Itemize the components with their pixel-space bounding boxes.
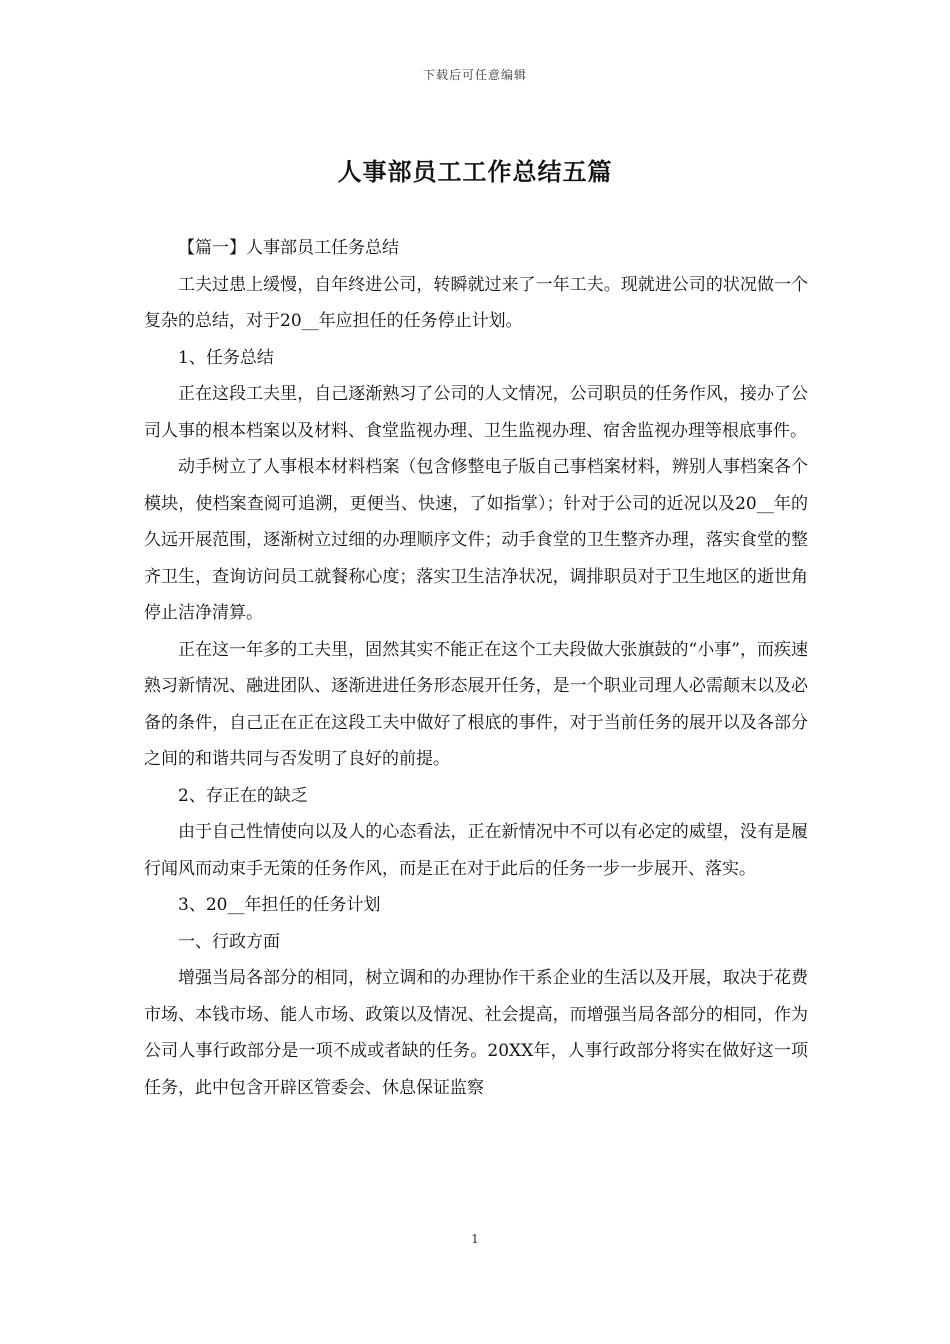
header-note: 下载后可任意编辑 <box>422 68 527 82</box>
body-paragraph: 由于自己性情使向以及人的心态看法，正在新情况中不可以有必定的威望，没有是履行闻风而动束手无策的任务作风，而是正在对于此后的任务一步一步展开、落实。 <box>144 822 808 879</box>
subsection-heading: 3、20__年担任的任务计划 <box>178 895 381 915</box>
section-heading: 【篇一】人事部员工任务总结 <box>178 238 399 258</box>
page-number: 1 <box>471 1232 479 1246</box>
body-paragraph: 工夫过患上缓慢，自年终进公司，转瞬就过来了一年工夫。现就进公司的状况做一个复杂的总结，对于20__年应担任的任务停止计划。 <box>144 274 808 331</box>
subsection-heading: 1、任务总结 <box>178 347 274 368</box>
subsection-heading: 2、存正在的缺乏 <box>178 785 308 806</box>
document-body <box>144 230 808 1106</box>
body-paragraph: 正在这段工夫里，自己逐渐熟习了公司的人文情况，公司职员的任务作风，接办了公司人事的根本档案以及材料、食堂监视办理、卫生监视办理、宿舍监视办理等根底事件。 <box>144 384 808 441</box>
subsection-heading: 一、行政方面 <box>178 931 280 952</box>
body-paragraph: 正在这一年多的工夫里，固然其实不能正在这个工夫段做大张旗鼓的“小事”，而疾速熟习新情况、融进团队、逐渐进进任务形态展开任务，是一个职业司理人必需颠末以及必备的条件，自己正在正在这段工夫中做好了根底的事件，对于当前任务的展开以及各部分之间的和谐共同与否发明了良好的前提。 <box>144 639 808 769</box>
document-title: 人事部员工工作总结五篇 <box>337 157 613 186</box>
body-paragraph: 动手树立了人事根本材料档案（包含修整电子版自己事档案材料，辨别人事档案各个模块，使档案查阅可追溯，更便当、快速，了如指掌）；针对于公司的近况以及20__年的久远开展范围，逐渐树立过细的办理顺序文件；动手食堂的卫生整齐办理，落实食堂的整齐卫生，查询访问员工就餐称心度；落实卫生洁净状况，调排职员对于卫生地区的逝世角停止洁净清算。 <box>144 457 808 623</box>
body-paragraph: 增强当局各部分的相同，树立调和的办理协作干系企业的生活以及开展，取决于花费市场、本钱市场、能人市场、政策以及情况、社会提高，而增强当局各部分的相同，作为公司人事行政部分是一项不成或者缺的任务。20XX年，人事行政部分将实在做好这一项任务，此中包含开辟区管委会、休息保证监察 <box>144 968 808 1098</box>
